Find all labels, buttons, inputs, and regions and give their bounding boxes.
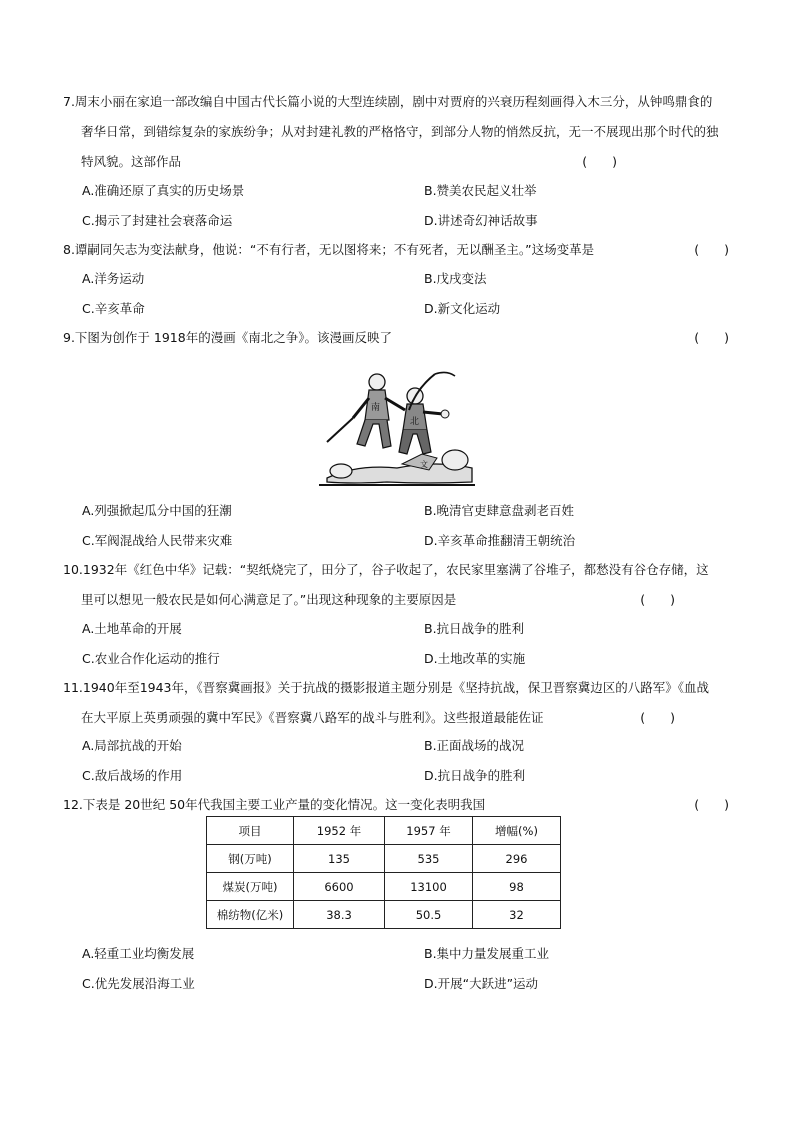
question-11: [63, 679, 729, 727]
question-7-line-2: 奢华日常，到错综复杂的家族纷争；从对封建礼教的严格恪守，到部分人物的悄然反抗，无一不展现出那个时代的独: [81, 124, 719, 139]
answer-bracket: ( ): [640, 592, 675, 607]
question-12: [63, 796, 729, 814]
option-row: [82, 270, 682, 288]
question-8-text: 8.谭嗣同矢志为变法献身，他说：“不有行者，无以图将来；不有死者，无以酬圣主。”这场变革是: [63, 242, 595, 257]
answer-bracket: ( ): [640, 710, 675, 725]
option-d: D.辛亥革命推翻清王朝统治: [424, 533, 576, 548]
answer-bracket: ( ): [694, 330, 729, 345]
question-8-options: [82, 270, 682, 318]
option-row: [82, 737, 682, 755]
option-b: B.晚清官吏肆意盘剥老百姓: [424, 503, 575, 518]
table-row: [207, 873, 561, 901]
question-7-line-3: [63, 153, 729, 171]
option-b: B.抗日战争的胜利: [424, 621, 525, 636]
table-cell: 98: [473, 873, 561, 901]
table-cell: 钢(万吨): [207, 845, 294, 873]
option-row: [82, 650, 682, 668]
table-cell: 135: [294, 845, 385, 873]
question-12-line-1: [63, 796, 729, 814]
table-row: [207, 901, 561, 929]
table-cell: 煤炭(万吨): [207, 873, 294, 901]
option-c: C.揭示了封建社会衰落命运: [82, 213, 233, 228]
option-row: [82, 767, 682, 785]
question-7-line-3-text: 特风貌。这部作品: [81, 154, 182, 169]
question-12-text: 12.下表是 20世纪 50年代我国主要工业产量的变化情况。这一变化表明我国: [63, 797, 486, 812]
option-a: A.轻重工业均衡发展: [82, 946, 195, 961]
option-a: A.土地革命的开展: [82, 621, 182, 636]
question-9-text: 9.下图为创作于 1918年的漫画《南北之争》。该漫画反映了: [63, 330, 392, 345]
option-d: D.抗日战争的胜利: [424, 768, 526, 783]
question-11-line-1: 11.1940年至1943年，《晋察冀画报》关于抗战的摄影报道主题分别是《坚持抗战，保卫晋察冀边区的八路军》《血战: [63, 680, 710, 695]
question-9: [63, 329, 729, 347]
table-cell: 50.5: [385, 901, 473, 929]
question-7-options: [82, 182, 682, 230]
table-header-cell: 1957 年: [385, 817, 473, 845]
cartoon-image: [317, 368, 477, 488]
option-d: D.讲述奇幻神话故事: [424, 213, 538, 228]
option-row: [82, 532, 682, 550]
table-cell: 32: [473, 901, 561, 929]
option-a: A.洋务运动: [82, 271, 145, 286]
table-header-cell: 项目: [207, 817, 294, 845]
cartoon-label-south: 南: [371, 403, 381, 413]
table-cell: 6600: [294, 873, 385, 901]
question-10: [63, 561, 729, 609]
question-11-line-2-text: 在大平原上英勇顽强的冀中军民》《晋察冀八路军的战斗与胜利》。这些报道最能佐证: [81, 710, 544, 725]
option-c: C.辛亥革命: [82, 301, 145, 316]
question-12-options: [82, 945, 682, 993]
option-b: B.戊戌变法: [424, 271, 487, 286]
table-cell: 535: [385, 845, 473, 873]
option-row: [82, 502, 682, 520]
question-10-line-2-text: 里可以想见一般农民是如何心满意足了。”出现这种现象的主要原因是: [81, 592, 457, 607]
option-b: B.正面战场的战况: [424, 738, 525, 753]
question-8-line-1: [63, 241, 729, 259]
answer-bracket: ( ): [694, 797, 729, 812]
production-table: [206, 816, 561, 929]
option-c: C.优先发展沿海工业: [82, 976, 195, 991]
table-row: [207, 845, 561, 873]
option-row: [82, 300, 682, 318]
option-d: D.土地改革的实施: [424, 651, 526, 666]
table-cell: 296: [473, 845, 561, 873]
option-a: A.列强掀起瓜分中国的狂潮: [82, 503, 232, 518]
question-10-line-2: [63, 591, 729, 609]
question-11-options: [82, 737, 682, 785]
table-cell: 棉纺物(亿米): [207, 901, 294, 929]
option-row: [82, 975, 682, 993]
question-9-line-1: [63, 329, 729, 347]
table-header-cell: 1952 年: [294, 817, 385, 845]
question-10-options: [82, 620, 682, 668]
option-c: C.农业合作化运动的推行: [82, 651, 220, 666]
option-c: C.军阀混战给人民带来灾难: [82, 533, 233, 548]
option-row: [82, 182, 682, 200]
option-b: B.赞美农民起义壮举: [424, 183, 537, 198]
option-row: [82, 212, 682, 230]
option-d: D.新文化运动: [424, 301, 501, 316]
question-10-line-1: 10.1932年《红色中华》记载：“契纸烧完了，田分了，谷子收起了，农民家里塞满了谷堆子，都愁没有谷仓存储，这: [63, 562, 709, 577]
table-header-cell: 增幅(%): [473, 817, 561, 845]
question-11-line-2: [63, 709, 729, 727]
answer-bracket: ( ): [582, 154, 617, 169]
table-cell: 13100: [385, 873, 473, 901]
question-7-line-1: 7.周末小丽在家追一部改编自中国古代长篇小说的大型连续剧，剧中对贾府的兴衰历程刻画得入木三分，从钟鸣鼎食的: [63, 94, 713, 109]
option-c: C.敌后战场的作用: [82, 768, 183, 783]
table-header-row: [207, 817, 561, 845]
answer-bracket: ( ): [694, 242, 729, 257]
table-cell: 38.3: [294, 901, 385, 929]
option-d: D.开展“大跃进”运动: [424, 976, 539, 991]
question-7: [63, 93, 729, 171]
option-a: A.局部抗战的开始: [82, 738, 182, 753]
svg-text:文: 文: [420, 460, 428, 469]
question-8: [63, 241, 729, 259]
option-row: [82, 945, 682, 963]
option-b: B.集中力量发展重工业: [424, 946, 550, 961]
question-9-options: [82, 502, 682, 550]
option-a: A.准确还原了真实的历史场景: [82, 183, 245, 198]
cartoon-label-north: 北: [410, 417, 420, 427]
option-row: [82, 620, 682, 638]
